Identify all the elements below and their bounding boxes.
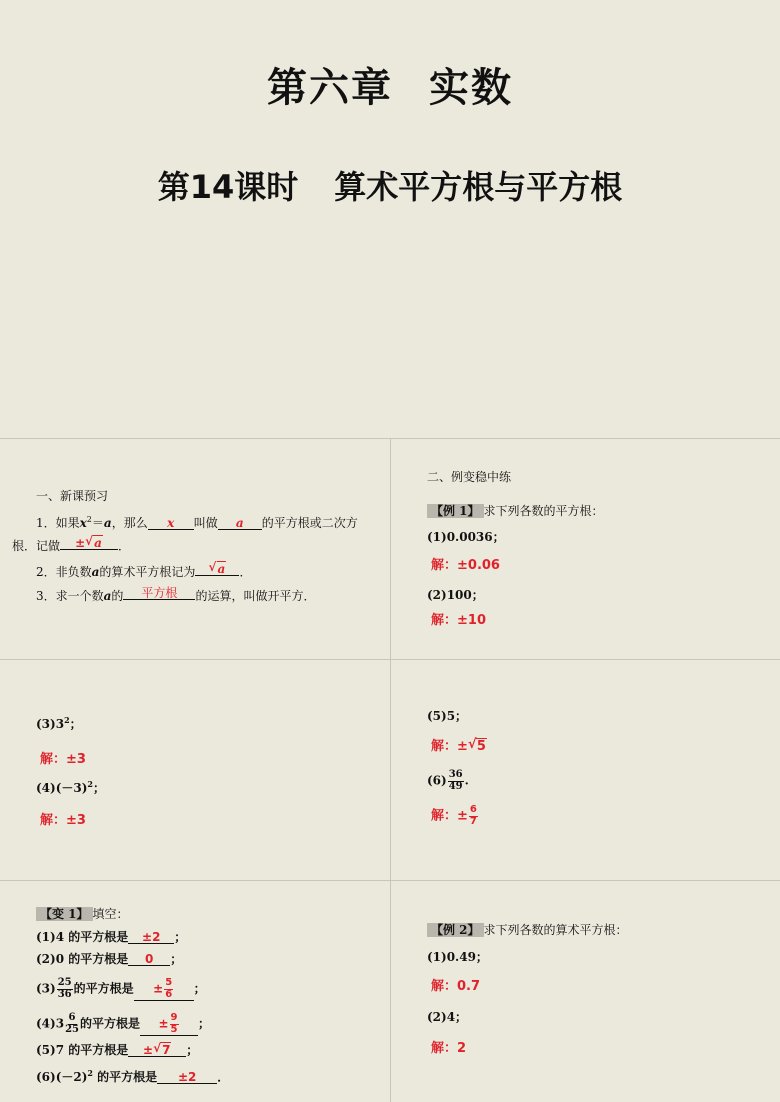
text: 的平方根是: [79, 1016, 140, 1031]
radical-icon: √: [467, 737, 477, 752]
text: (1)4 的平方根是: [36, 930, 129, 944]
fraction: [164, 978, 173, 1000]
var-a: a: [103, 589, 112, 603]
text: ；: [174, 930, 187, 944]
answer-blank: [128, 1041, 186, 1057]
fill-line: [36, 978, 206, 1001]
text: 解：±: [431, 808, 468, 824]
exponent: 2: [86, 515, 92, 524]
content-grid: [0, 438, 780, 1102]
example-2-prompt: [427, 923, 628, 937]
denominator: 6: [165, 988, 173, 1000]
radical-icon: √: [153, 1041, 162, 1055]
answer-blank: [134, 978, 194, 1001]
text: ，那么: [111, 516, 148, 530]
fraction: [65, 1013, 79, 1035]
denominator: 36: [57, 988, 72, 1000]
example-section-heading: 二、例变稳中练: [427, 470, 512, 484]
answer: 解：±10: [431, 613, 486, 628]
sqrt: [153, 1041, 171, 1057]
plus-minus: ±: [75, 536, 86, 550]
text: 的: [111, 589, 124, 603]
text: (4)(－3): [36, 781, 88, 795]
fill-line: [36, 931, 186, 944]
answer: 解：0.7: [431, 979, 481, 994]
answer-blank: ±2: [157, 1071, 217, 1084]
answer-blank: a: [218, 517, 262, 530]
answer: 解：±3: [40, 752, 86, 767]
question: (2)100；: [427, 588, 484, 602]
preview-heading: 一、新课预习: [36, 489, 109, 503]
text: 解：±: [431, 739, 468, 754]
question: [36, 780, 105, 794]
text: (6): [427, 773, 447, 788]
text: 的运算，叫做开平方．: [195, 589, 316, 603]
numerator: 36: [448, 769, 463, 780]
question: (1)0.49；: [427, 950, 488, 964]
preview-panel: [0, 438, 390, 659]
lesson-number: 第14课时: [157, 168, 299, 206]
variant-1-prompt: [36, 907, 129, 921]
answer: 解：2: [431, 1041, 467, 1056]
question: (1)0.0036；: [427, 530, 505, 544]
example-2-panel: [391, 881, 780, 1102]
text: ；: [198, 1016, 211, 1031]
text: 填空：: [92, 907, 129, 921]
fill-line: [36, 953, 182, 966]
plus-minus: ±: [153, 981, 164, 996]
denominator: 49: [448, 780, 463, 792]
example-1-prompt: [427, 504, 604, 518]
denominator: 5: [170, 1023, 178, 1035]
sqrt: [85, 534, 103, 550]
fraction: [469, 805, 478, 827]
text: ；: [69, 717, 82, 731]
text: 的算术平方根记为: [99, 565, 196, 579]
question: (5)5；: [427, 709, 468, 723]
fraction: [170, 1013, 179, 1035]
text: ．: [118, 539, 131, 553]
text: ；: [170, 952, 183, 966]
variant-1-panel: [0, 881, 390, 1102]
radical-icon: √: [208, 560, 217, 574]
text: ．: [217, 1070, 230, 1084]
var-a: a: [103, 516, 112, 530]
text: 求下列各数的平方根：: [483, 504, 604, 518]
radicand: a: [217, 562, 226, 576]
example-tag: 【例 1】: [427, 504, 484, 518]
text: 的平方根是: [93, 1070, 158, 1084]
numerator: 25: [57, 977, 72, 988]
numerator: 9: [170, 1012, 178, 1023]
fill-line: [36, 1013, 210, 1036]
answer-blank: [195, 560, 239, 576]
answer-blank: 平方根: [123, 587, 195, 600]
title-area: [0, 0, 780, 438]
preview-item-1: [36, 516, 358, 530]
sqrt: [467, 737, 487, 754]
text: ；: [193, 981, 206, 996]
text: 2．非负数: [36, 565, 92, 579]
text: (5)7 的平方根是: [36, 1043, 129, 1057]
answer: [431, 737, 487, 754]
var-a: a: [91, 565, 100, 579]
text: 求下列各数的算术平方根：: [483, 923, 628, 937]
plus-minus: ±: [143, 1043, 154, 1057]
var-x: x: [79, 516, 87, 530]
numerator: 5: [165, 977, 173, 988]
example-1-continued-panel-2: [391, 660, 780, 880]
radicand: a: [94, 536, 102, 550]
answer-blank: [140, 1013, 198, 1036]
answer: [431, 805, 479, 827]
answer-blank: [60, 534, 118, 550]
exponent: 2: [64, 715, 70, 725]
question: [36, 716, 82, 730]
example-1-panel: [391, 438, 780, 659]
radicand: 7: [162, 1043, 171, 1057]
text: (3)3: [36, 717, 65, 731]
text: 的平方根或二次方: [261, 516, 358, 530]
exponent: 2: [87, 1068, 93, 1078]
chapter-title: [0, 56, 780, 113]
fill-line: [36, 1069, 229, 1084]
answer-blank: ±2: [128, 931, 174, 944]
text: 3．求一个数: [36, 589, 104, 603]
lesson-name: 算术平方根与平方根: [334, 168, 623, 206]
fill-line: [36, 1041, 199, 1057]
radicand: 5: [476, 739, 486, 754]
variant-tag: 【变 1】: [36, 907, 93, 921]
plus-minus: ±: [158, 1016, 169, 1031]
text: 的平方根是: [73, 981, 134, 996]
text: (4)3: [36, 1016, 65, 1031]
text: (3): [36, 981, 56, 996]
text: ；: [186, 1043, 199, 1057]
exponent: 2: [87, 779, 93, 789]
chapter-name: 实数: [429, 65, 513, 111]
text: ＝: [91, 516, 104, 530]
text: 叫做: [193, 516, 218, 530]
text: (6)(－2): [36, 1070, 88, 1084]
numerator: 6: [68, 1012, 76, 1023]
example-1-continued-panel: [0, 660, 390, 880]
radical-icon: √: [85, 534, 94, 548]
preview-item-1-cont: [12, 534, 131, 553]
fraction: [57, 978, 73, 1000]
answer-blank: x: [148, 517, 194, 530]
text: 1．如果: [36, 516, 80, 530]
question: [427, 770, 469, 792]
text: ；: [93, 781, 106, 795]
text: .: [464, 773, 469, 788]
lesson-title: [0, 162, 780, 208]
preview-item-2: [36, 560, 252, 579]
question: (2)4；: [427, 1010, 468, 1024]
answer: 解：±3: [40, 813, 86, 828]
sqrt: [208, 560, 227, 576]
preview-item-3: [36, 586, 316, 603]
denominator: 25: [65, 1023, 79, 1035]
text: 根．记做: [12, 539, 61, 553]
numerator: 6: [469, 804, 477, 815]
fraction: [448, 770, 464, 792]
example-tag: 【例 2】: [427, 923, 484, 937]
answer: 解：±0.06: [431, 558, 500, 573]
text: ．: [239, 565, 252, 579]
answer-blank: 0: [128, 953, 170, 966]
chapter-number: 第六章: [267, 65, 393, 111]
text: (2)0 的平方根是: [36, 952, 129, 966]
denominator: 7: [469, 815, 477, 827]
